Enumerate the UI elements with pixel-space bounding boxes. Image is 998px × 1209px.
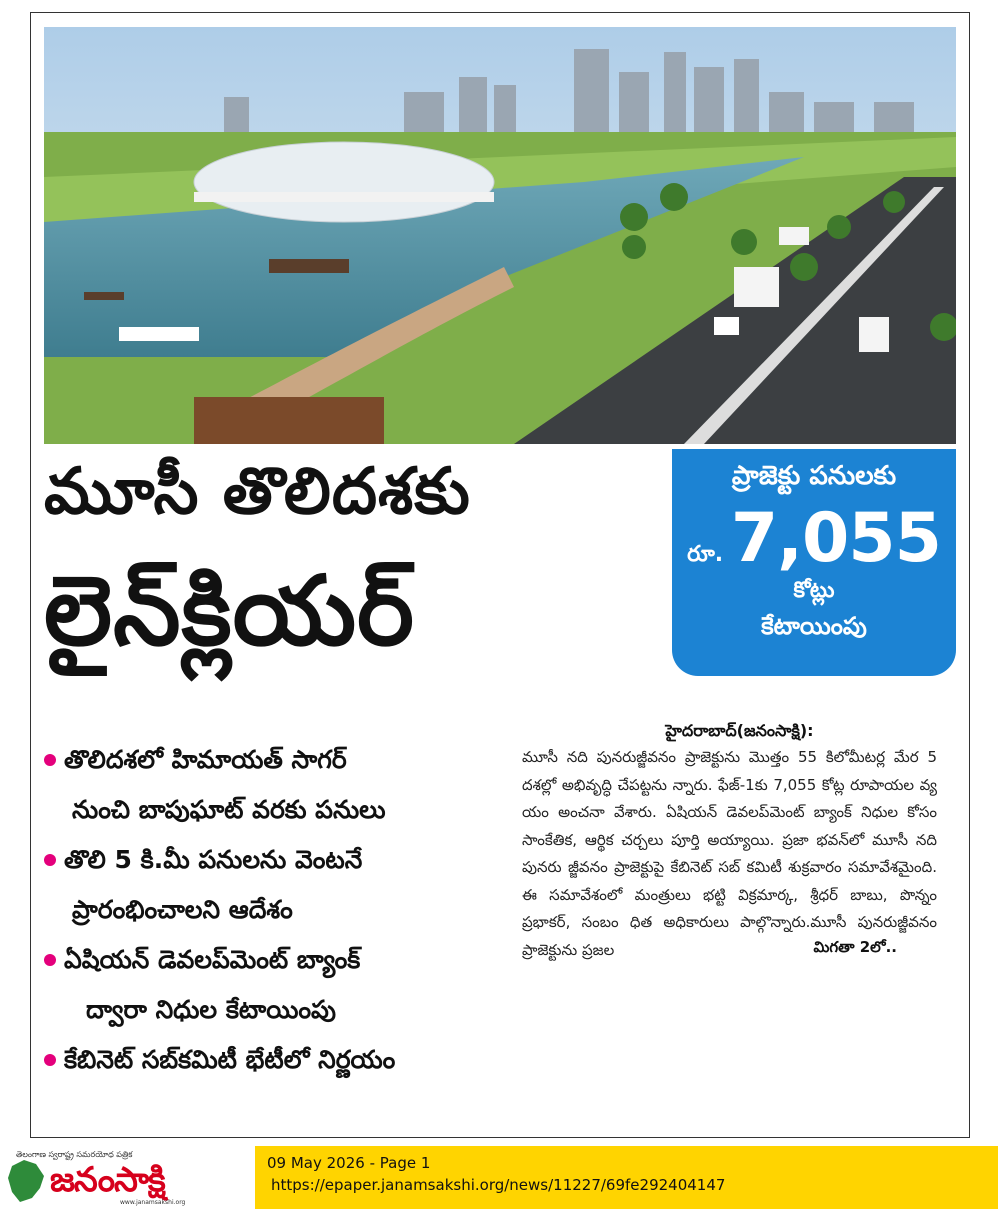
article-body: మూసీ నది పునరుజ్జీవనం ప్రాజెక్టును మొత్తం 55 కిలోమీటర్ల మేర 5 దశల్లో అభివృద్ధి చేపట్టను న్నారు. ఫేజ్-1కు 7,055 కోట్ల రూపాయల వ్య యం అంచనా వేశారు. ఏషియన్ డెవలప్‌మెంట్ బ్యాంక్ నిధుల కోసం సాంకేతిక, ఆర్థిక చర్చలు పూర్తి అయ్యాయి. ప్రజా భవన్‌లో మూసీ నది పునరు జ్జీవనం ప్రాజెక్టుపై కేబినెట్ సబ్ కమిటీ శుక్రవారం సమావేశమైంది. ఈ సమావేశంలో మంత్రులు భట్టి విక్రమార్క, శ్రీధర్ బాబు, పొన్నం ప్రభాకర్, సంబం ధిత అధికారులు పాల్గొన్నారు.మూసీ పునరుజ్జీవనం ప్రాజెక్టును ప్రజల xyxy=(522,748,937,959)
bullet-item: తొలి 5 కి.మీ పనులను వెంటనే xyxy=(42,835,512,885)
badge-bottom-text: కేటాయింపు xyxy=(761,612,867,640)
allocation-badge xyxy=(672,449,956,676)
logo-slogan: తెలంగాణ స్వరాష్ట్ర సమరయోధ పత్రిక xyxy=(16,1150,133,1159)
bullet-item: తొలిదశలో హిమాయత్ సాగర్ xyxy=(42,735,512,785)
logo-name: జనంసాక్షి xyxy=(50,1160,165,1200)
badge-unit: కోట్లు xyxy=(793,578,835,603)
bullet-item: కేబినెట్ సబ్‌కమిటీ భేటీలో నిర్ణయం xyxy=(42,1035,512,1085)
bullet-dot-icon xyxy=(44,1054,56,1066)
footer-info-bar xyxy=(255,1146,998,1209)
bullet-item-continued: ప్రారంభించాలని ఆదేశం xyxy=(72,895,293,924)
page-footer xyxy=(0,1146,998,1209)
headline-line-2: లైన్‌క్లియర్ xyxy=(44,555,415,667)
badge-amount xyxy=(672,499,956,608)
telangana-map-icon xyxy=(6,1158,46,1204)
bullet-item-continued: నుంచి బాపుఘాట్ వరకు పనులు xyxy=(72,795,386,824)
bullet-dot-icon xyxy=(44,754,56,766)
badge-amount-number: 7,055 xyxy=(730,499,941,578)
badge-top-text: ప్రాజెక్టు పనులకు xyxy=(731,461,897,491)
article-column xyxy=(522,718,937,960)
footer-date-page: 09 May 2026 - Page 1 xyxy=(267,1154,431,1172)
article-dateline: హైదరాబాద్(జనంసాక్షి): xyxy=(665,721,814,740)
riverfront-illustration xyxy=(44,27,956,444)
headline-line-1: మూసీ తొలిదశకు xyxy=(44,455,471,529)
bullet-item-continued: ద్వారా నిధుల కేటాయింపు xyxy=(86,995,337,1024)
footer-url-link[interactable]: https://epaper.janamsakshi.org/news/11227/69fe292404147 xyxy=(271,1176,726,1194)
logo-site: www.janamsakshi.org xyxy=(120,1199,186,1206)
bullet-dot-icon xyxy=(44,954,56,966)
hero-photo xyxy=(44,27,956,444)
bullet-dot-icon xyxy=(44,854,56,866)
badge-prefix: రూ. xyxy=(687,542,724,567)
bullet-item: ఏషియన్ డెవలప్‌మెంట్ బ్యాంక్ xyxy=(42,935,512,985)
publisher-logo[interactable] xyxy=(0,1146,255,1209)
continued-note: మిగతా 2లో.. xyxy=(813,938,897,956)
bullet-list xyxy=(42,735,512,1085)
